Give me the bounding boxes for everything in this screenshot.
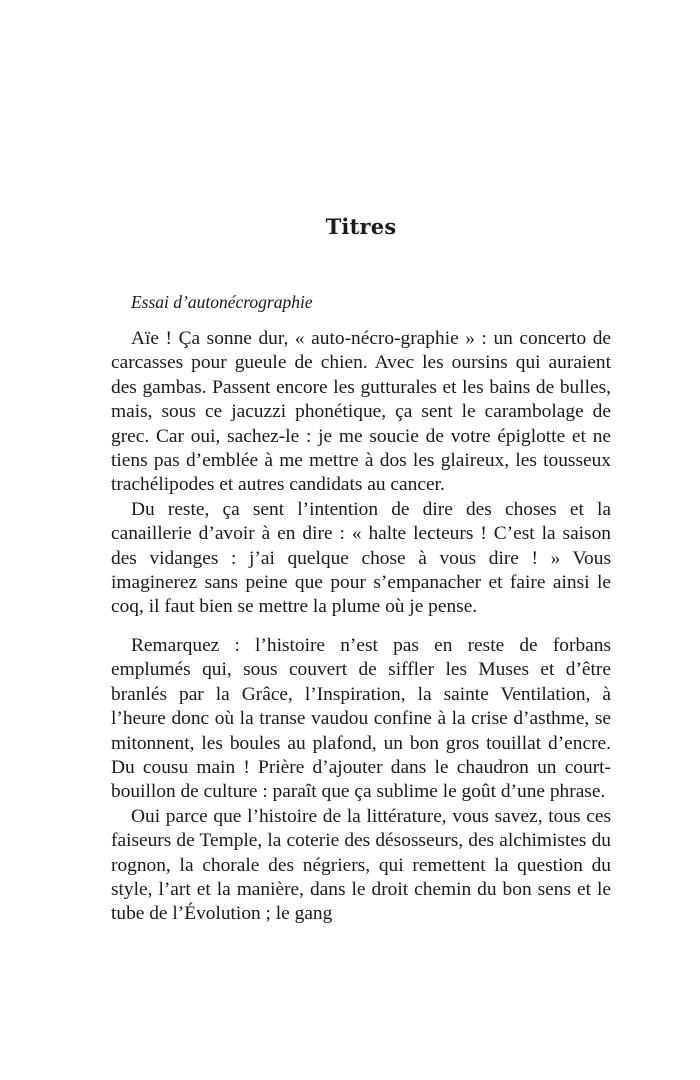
chapter-title: Titres (325, 214, 397, 239)
paragraph-4: Oui parce que l’histoire de la littérature, vous savez, tous ces faiseurs de Temple, la coterie des désosseurs, des alchimistes du rognon, la chorale des négriers, qui remettent la question du style, l’art et la manière, dans le droit chemin du bon sens et le tube de l’Évolution ; le gang (111, 805, 611, 925)
paragraph-3: Remarquez : l’histoire n’est pas en reste de forbans emplumés qui, sous couvert de siffler les Muses et d’être branlés par la Grâce, l’Inspiration, la sainte Ventilation, à l’heure donc où la transe vaudou confine à la crise d’asthme, se mitonnent, les boules au plafond, un bon gros touillat d’encre. Du cousu main ! Prière d’ajouter dans le chaudron un court-bouillon de culture : paraît que ça sublime le goût d’une phrase. (111, 634, 611, 803)
paragraph-2: Du reste, ça sent l’intention de dire des choses et la canaillerie d’avoir à en dire : « halte lecteurs ! C’est la saison des vidanges : j’ai quelque chose à vous dire ! » Vous imaginerez sans peine que pour s’empanacher et faire ainsi le coq, il faut bien se mettre la plume où je pense. (111, 498, 611, 618)
paragraph-1: Aïe ! Ça sonne dur, « auto-nécro-graphie » : un concerto de carcasses pour gueule de chien. Avec les oursins qui auraient des gambas. Passent encore les gutturales et les bains de bulles, mais, sous ce jacuzzi phonétique, ça sent le carambolage de grec. Car oui, sachez-le : je me soucie de votre épiglotte et ne tiens pas d’emblée à me mettre à dos les glaireux, les tousseux trachélipodes et autres candidats au cancer. (111, 328, 611, 496)
chapter-subtitle: Essai d’autonécrographie (131, 292, 313, 312)
book-page (111, 0, 611, 1080)
body-text (111, 327, 611, 927)
